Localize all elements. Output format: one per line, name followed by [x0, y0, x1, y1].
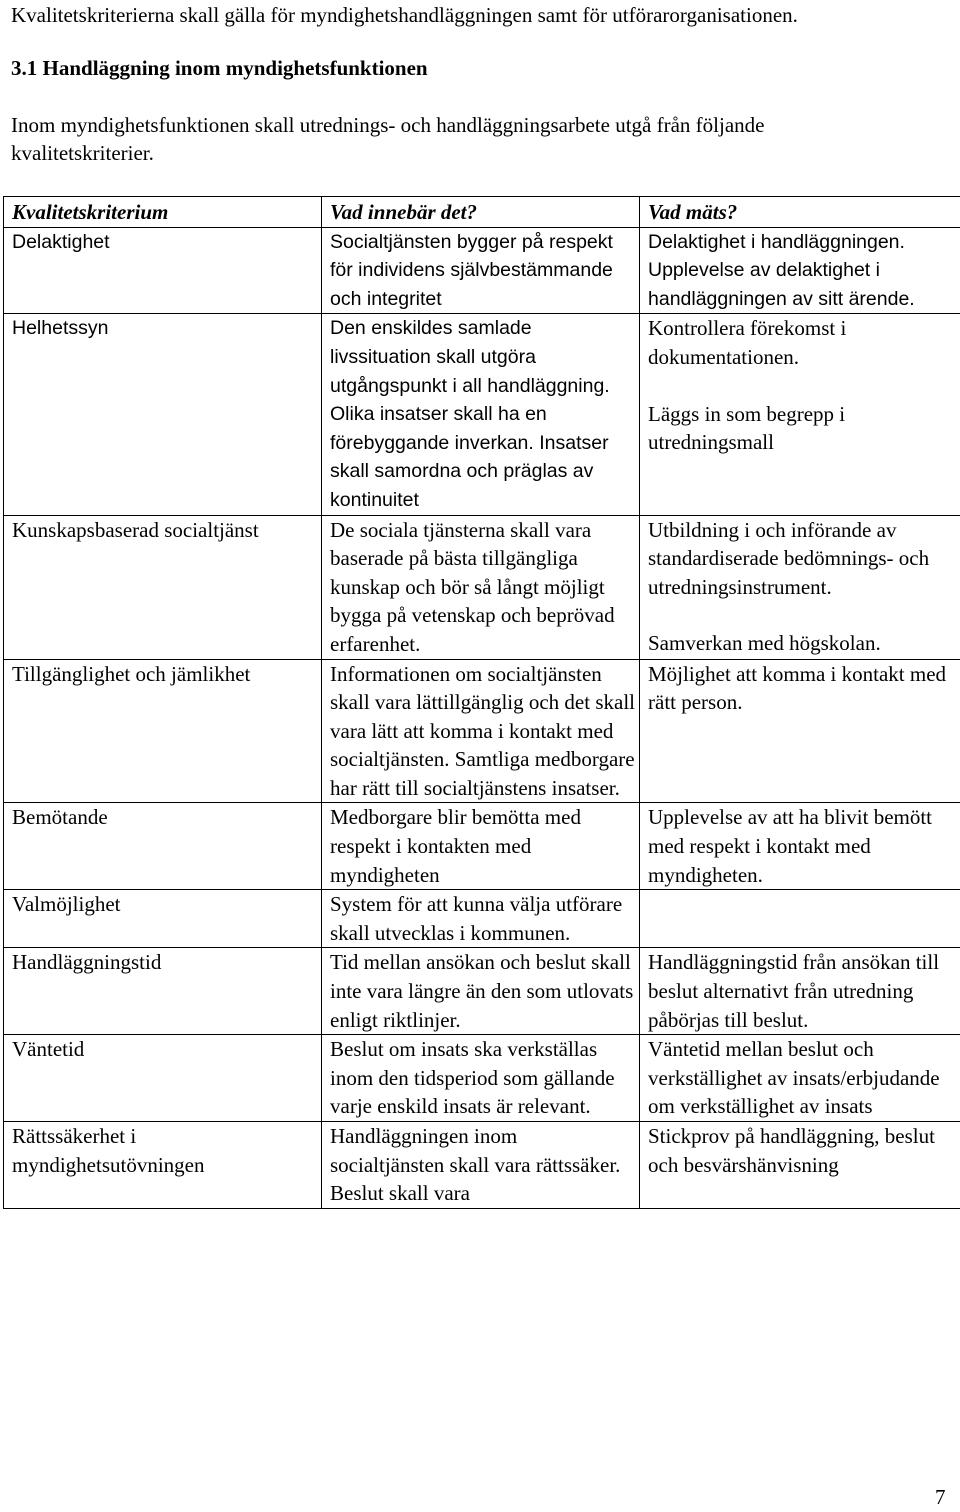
criterion-cell: Bemötande — [4, 803, 322, 890]
measure-cell — [640, 227, 960, 314]
measure-cell — [640, 659, 960, 803]
meaning-cell: Informationen om socialtjänsten skall vara lättillgänglig och det skall vara lätt att komma i kontakt med socialtjänsten. Samtliga medborgare har rätt till socialtjänstens insatser. — [322, 659, 640, 803]
measure-text-2: Läggs in som begrepp i utredningsmall — [648, 402, 845, 455]
intro-paragraph-line-2: kvalitetskriterier. — [11, 139, 154, 168]
measure-text: Delaktighet i handläggningen. Upplevelse av delaktighet i handläggningen av sitt ärende. — [648, 231, 915, 310]
table-row — [4, 227, 960, 314]
table-row — [4, 1122, 960, 1209]
measure-text: Upplevelse av att ha blivit bemött med respekt i kontakt med myndigheten. — [648, 805, 932, 886]
criterion-cell: Kunskapsbaserad socialtjänst — [4, 515, 322, 659]
meaning-cell: Tid mellan ansökan och beslut skall inte vara längre än den som utlovats enligt riktlinjer. — [322, 948, 640, 1035]
table-row — [4, 1035, 960, 1122]
measure-text: Möjlighet att komma i kontakt med rätt person. — [648, 662, 946, 715]
meaning-cell: Den enskildes samlade livssituation skall utgöra utgångspunkt i all handläggning. Olika insatser skall ha en förebyggande inverkan. Insatser skall samordna och präglas av kontinuitet — [322, 314, 640, 515]
table-header-row — [4, 197, 960, 228]
header-meaning: Vad innebär det? — [322, 197, 640, 228]
measure-text: Väntetid mellan beslut och verkställighet av insats/erbjudande om verkställighet av insats — [648, 1037, 940, 1118]
measure-text: Stickprov på handläggning, beslut och besvärshänvisning — [648, 1124, 935, 1177]
criterion-cell: Handläggningstid — [4, 948, 322, 1035]
criterion-cell: Valmöjlighet — [4, 890, 322, 948]
header-measure: Vad mäts? — [640, 197, 960, 228]
table-row — [4, 314, 960, 515]
measure-cell — [640, 1035, 960, 1122]
measure-text-2: Samverkan med högskolan. — [648, 631, 881, 655]
measure-cell — [640, 803, 960, 890]
measure-cell — [640, 890, 960, 948]
table-row — [4, 948, 960, 1035]
criterion-cell: Tillgänglighet och jämlikhet — [4, 659, 322, 803]
criterion-cell: Väntetid — [4, 1035, 322, 1122]
meaning-cell: De sociala tjänsterna skall vara baserade på bästa tillgängliga kunskap och bör så långt möjligt bygga på vetenskap och beprövad erfarenhet. — [322, 515, 640, 659]
table-row — [4, 890, 960, 948]
measure-cell — [640, 1122, 960, 1209]
quality-criteria-table — [3, 196, 960, 1209]
criterion-cell: Helhetssyn — [4, 314, 322, 515]
measure-cell — [640, 948, 960, 1035]
criterion-cell: Rättssäkerhet i myndighetsutövningen — [4, 1122, 322, 1209]
measure-text: Kontrollera förekomst i dokumentationen. — [648, 316, 846, 369]
measure-text: Utbildning i och införande av standardiserade bedömnings- och utredningsinstrument. — [648, 518, 929, 599]
meaning-cell: Beslut om insats ska verkställas inom den tidsperiod som gällande varje enskild insats är relevant. — [322, 1035, 640, 1122]
header-criterion: Kvalitetskriterium — [4, 197, 322, 228]
meaning-cell: Handläggningen inom socialtjänsten skall vara rättssäker. Beslut skall vara — [322, 1122, 640, 1209]
meaning-cell: System för att kunna välja utförare skall utvecklas i kommunen. — [322, 890, 640, 948]
table-row — [4, 515, 960, 659]
intro-paragraph-line-1: Inom myndighetsfunktionen skall utrednings- och handläggningsarbete utgå från följande — [11, 111, 764, 140]
meaning-cell: Medborgare blir bemötta med respekt i kontakten med myndigheten — [322, 803, 640, 890]
measure-cell — [640, 515, 960, 659]
measure-cell — [640, 314, 960, 515]
measure-text: Handläggningstid från ansökan till beslut alternativt från utredning påbörjas till beslut. — [648, 950, 939, 1031]
meaning-cell: Socialtjänsten bygger på respekt för individens självbestämmande och integritet — [322, 227, 640, 314]
intro-line: Kvalitetskriterierna skall gälla för myndighetshandläggningen samt för utförarorganisationen. — [11, 1, 798, 30]
section-heading: 3.1 Handläggning inom myndighetsfunktionen — [11, 54, 428, 83]
table-row — [4, 659, 960, 803]
table-row — [4, 803, 960, 890]
criterion-cell: Delaktighet — [4, 227, 322, 314]
page-number: 7 — [935, 1483, 946, 1512]
